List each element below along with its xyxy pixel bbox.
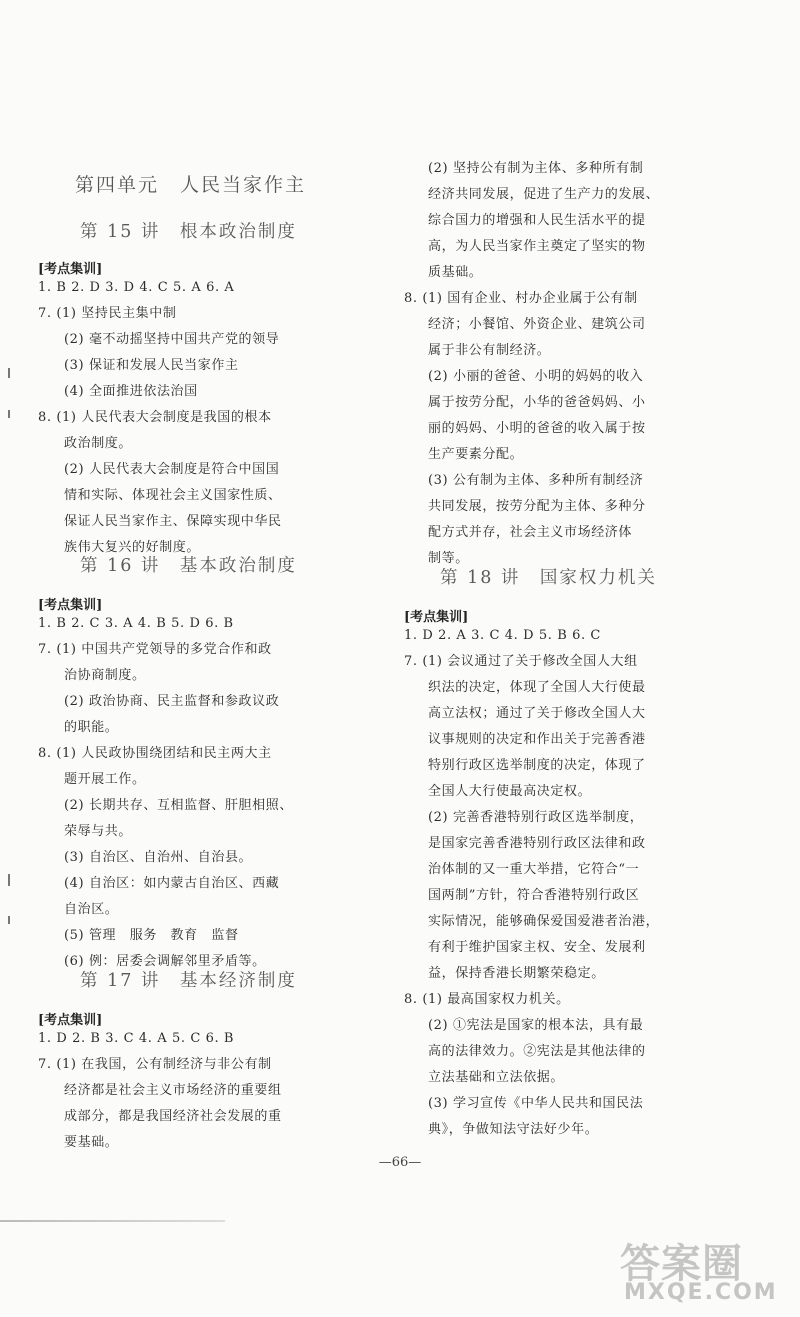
answer-line: 的职能。 xyxy=(64,720,119,735)
answer-line: (2) 完善香港特别行政区选举制度， xyxy=(428,810,644,825)
answer-line: 高的法律效力。②宪法是其他法律的 xyxy=(428,1044,646,1059)
answer-line: 益，保持香港长期繁荣稳定。 xyxy=(428,966,605,981)
section-label: [考点集训] xyxy=(38,262,103,277)
section-label: [考点集训] xyxy=(38,1013,103,1028)
answer-line: 国两制”方针，符合香港特别行政区 xyxy=(428,888,640,903)
answer-line: 1. B 2. D 3. D 4. C 5. A 6. A xyxy=(38,280,235,295)
lecture-16-title: 第 16 讲 基本政治制度 xyxy=(80,556,297,576)
answer-line: 8. (1) 国有企业、村办企业属于公有制 xyxy=(404,291,638,306)
answer-line: (5) 管理 服务 教育 监督 xyxy=(64,928,239,943)
answer-line: (2) 长期共存、互相监督、肝胆相照、 xyxy=(64,798,293,813)
answer-line: 经济都是社会主义市场经济的重要组 xyxy=(64,1083,282,1098)
answer-line: (2) 人民代表大会制度是符合中国国 xyxy=(64,462,280,477)
answer-line: 高，为人民当家作主奠定了坚实的物 xyxy=(428,239,646,254)
answer-line: 质基础。 xyxy=(428,265,483,280)
answer-line: 成部分，都是我国经济社会发展的重 xyxy=(64,1109,282,1124)
answer-line: 属于按劳分配，小华的爸爸妈妈、小 xyxy=(428,395,646,410)
section-label: [考点集训] xyxy=(38,598,103,613)
answer-line: 政治制度。 xyxy=(64,436,133,451)
answer-line: 1. D 2. A 3. C 4. D 5. B 6. C xyxy=(404,628,601,643)
answer-line: 是国家完善香港特别行政区法律和政 xyxy=(428,836,646,851)
answer-line: 7. (1) 在我国，公有制经济与非公有制 xyxy=(38,1057,272,1072)
page-number: —66— xyxy=(378,1155,422,1170)
answer-line: 7. (1) 坚持民主集中制 xyxy=(38,306,177,321)
answer-line: 综合国力的增强和人民生活水平的提 xyxy=(428,213,646,228)
answer-line: 属于非公有制经济。 xyxy=(428,343,551,358)
answer-line: (2) 毫不动摇坚持中国共产党的领导 xyxy=(64,332,280,347)
answer-line: 8. (1) 人民政协围绕团结和民主两大主 xyxy=(38,746,272,761)
answer-line: 有利于维护国家主权、安全、发展利 xyxy=(428,940,646,955)
section-label: [考点集训] xyxy=(404,610,469,625)
answer-line: (2) 坚持公有制为主体、多种所有制 xyxy=(428,161,644,176)
answer-line: 配方式并存，社会主义市场经济体 xyxy=(428,525,633,540)
answer-line: 经济；小餐馆、外资企业、建筑公司 xyxy=(428,317,646,332)
answer-line: 1. D 2. B 3. C 4. A 5. C 6. B xyxy=(38,1031,235,1046)
answer-line: (4) 自治区：如内蒙古自治区、西藏 xyxy=(64,876,280,891)
watermark-top: 答案圈 xyxy=(620,1241,743,1287)
answer-line: 1. B 2. C 3. A 4. B 5. D 6. B xyxy=(38,616,234,631)
scan-mark xyxy=(8,874,10,886)
answer-line: 治体制的又一重大举措，它符合“一 xyxy=(428,862,640,877)
answer-line: (2) 小丽的爸爸、小明的妈妈的收入 xyxy=(428,369,644,384)
answer-line: (2) ①宪法是国家的根本法，具有最 xyxy=(428,1018,644,1033)
answer-line: (3) 公有制为主体、多种所有制经济 xyxy=(428,473,644,488)
scan-mark xyxy=(8,368,10,378)
answer-line: 8. (1) 最高国家权力机关。 xyxy=(404,992,570,1007)
answer-line: 生产要素分配。 xyxy=(428,447,524,462)
answer-line: (3) 学习宣传《中华人民共和国民法 xyxy=(428,1096,644,1111)
answer-line: (3) 自治区、自治州、自治县。 xyxy=(64,850,253,865)
answer-line: 题开展工作。 xyxy=(64,772,146,787)
answer-line: 全国人大行使最高决定权。 xyxy=(428,784,592,799)
answer-line: 7. (1) 中国共产党领导的多党合作和政 xyxy=(38,642,272,657)
answer-line: 荣辱与共。 xyxy=(64,824,133,839)
answer-line: 典》，争做知法守法好少年。 xyxy=(428,1122,599,1137)
watermark-logo xyxy=(620,1232,795,1312)
answer-line: 实际情况，能够确保爱国爱港者治港， xyxy=(428,914,660,929)
answer-line: (4) 全面推进依法治国 xyxy=(64,384,198,399)
answer-line: 共同发展，按劳分配为主体、多种分 xyxy=(428,499,646,514)
unit-title: 第四单元 人民当家作主 xyxy=(75,174,307,196)
answer-line: (2) 政治协商、民主监督和参政议政 xyxy=(64,694,280,709)
answer-line: 7. (1) 会议通过了关于修改全国人大组 xyxy=(404,654,638,669)
lecture-18-title: 第 18 讲 国家权力机关 xyxy=(440,568,657,588)
answer-line: 自治区。 xyxy=(64,902,119,917)
answer-line: 高立法权；通过了关于修改全国人大 xyxy=(428,706,646,721)
answer-line: (3) 保证和发展人民当家作主 xyxy=(64,358,239,373)
watermark-bottom: MXQE.COM xyxy=(624,1280,778,1305)
lecture-17-title: 第 17 讲 基本经济制度 xyxy=(80,971,297,991)
answer-line: 经济共同发展，促进了生产力的发展、 xyxy=(428,187,660,202)
answer-line: 立法基础和立法依据。 xyxy=(428,1070,565,1085)
bottom-rule xyxy=(0,1220,225,1222)
answer-line: 织法的决定，体现了全国人大行使最 xyxy=(428,680,646,695)
answer-line: 治协商制度。 xyxy=(64,668,146,683)
answer-line: 特别行政区选举制度的决定，体现了 xyxy=(428,758,646,773)
scan-mark xyxy=(8,410,10,418)
answer-line: 情和实际、体现社会主义国家性质、 xyxy=(64,488,282,503)
answer-line: 8. (1) 人民代表大会制度是我国的根本 xyxy=(38,410,272,425)
answer-line: 族伟大复兴的好制度。 xyxy=(64,540,201,555)
scan-mark xyxy=(8,916,10,924)
answer-line: 制等。 xyxy=(428,551,469,566)
answer-line: (6) 例：居委会调解邻里矛盾等。 xyxy=(64,954,266,969)
answer-line: 要基础。 xyxy=(64,1135,119,1150)
answer-line: 议事规则的决定和作出关于完善香港 xyxy=(428,732,646,747)
answer-line: 丽的妈妈、小明的爸爸的收入属于按 xyxy=(428,421,646,436)
lecture-15-title: 第 15 讲 根本政治制度 xyxy=(80,222,297,242)
answer-line: 保证人民当家作主、保障实现中华民 xyxy=(64,514,282,529)
